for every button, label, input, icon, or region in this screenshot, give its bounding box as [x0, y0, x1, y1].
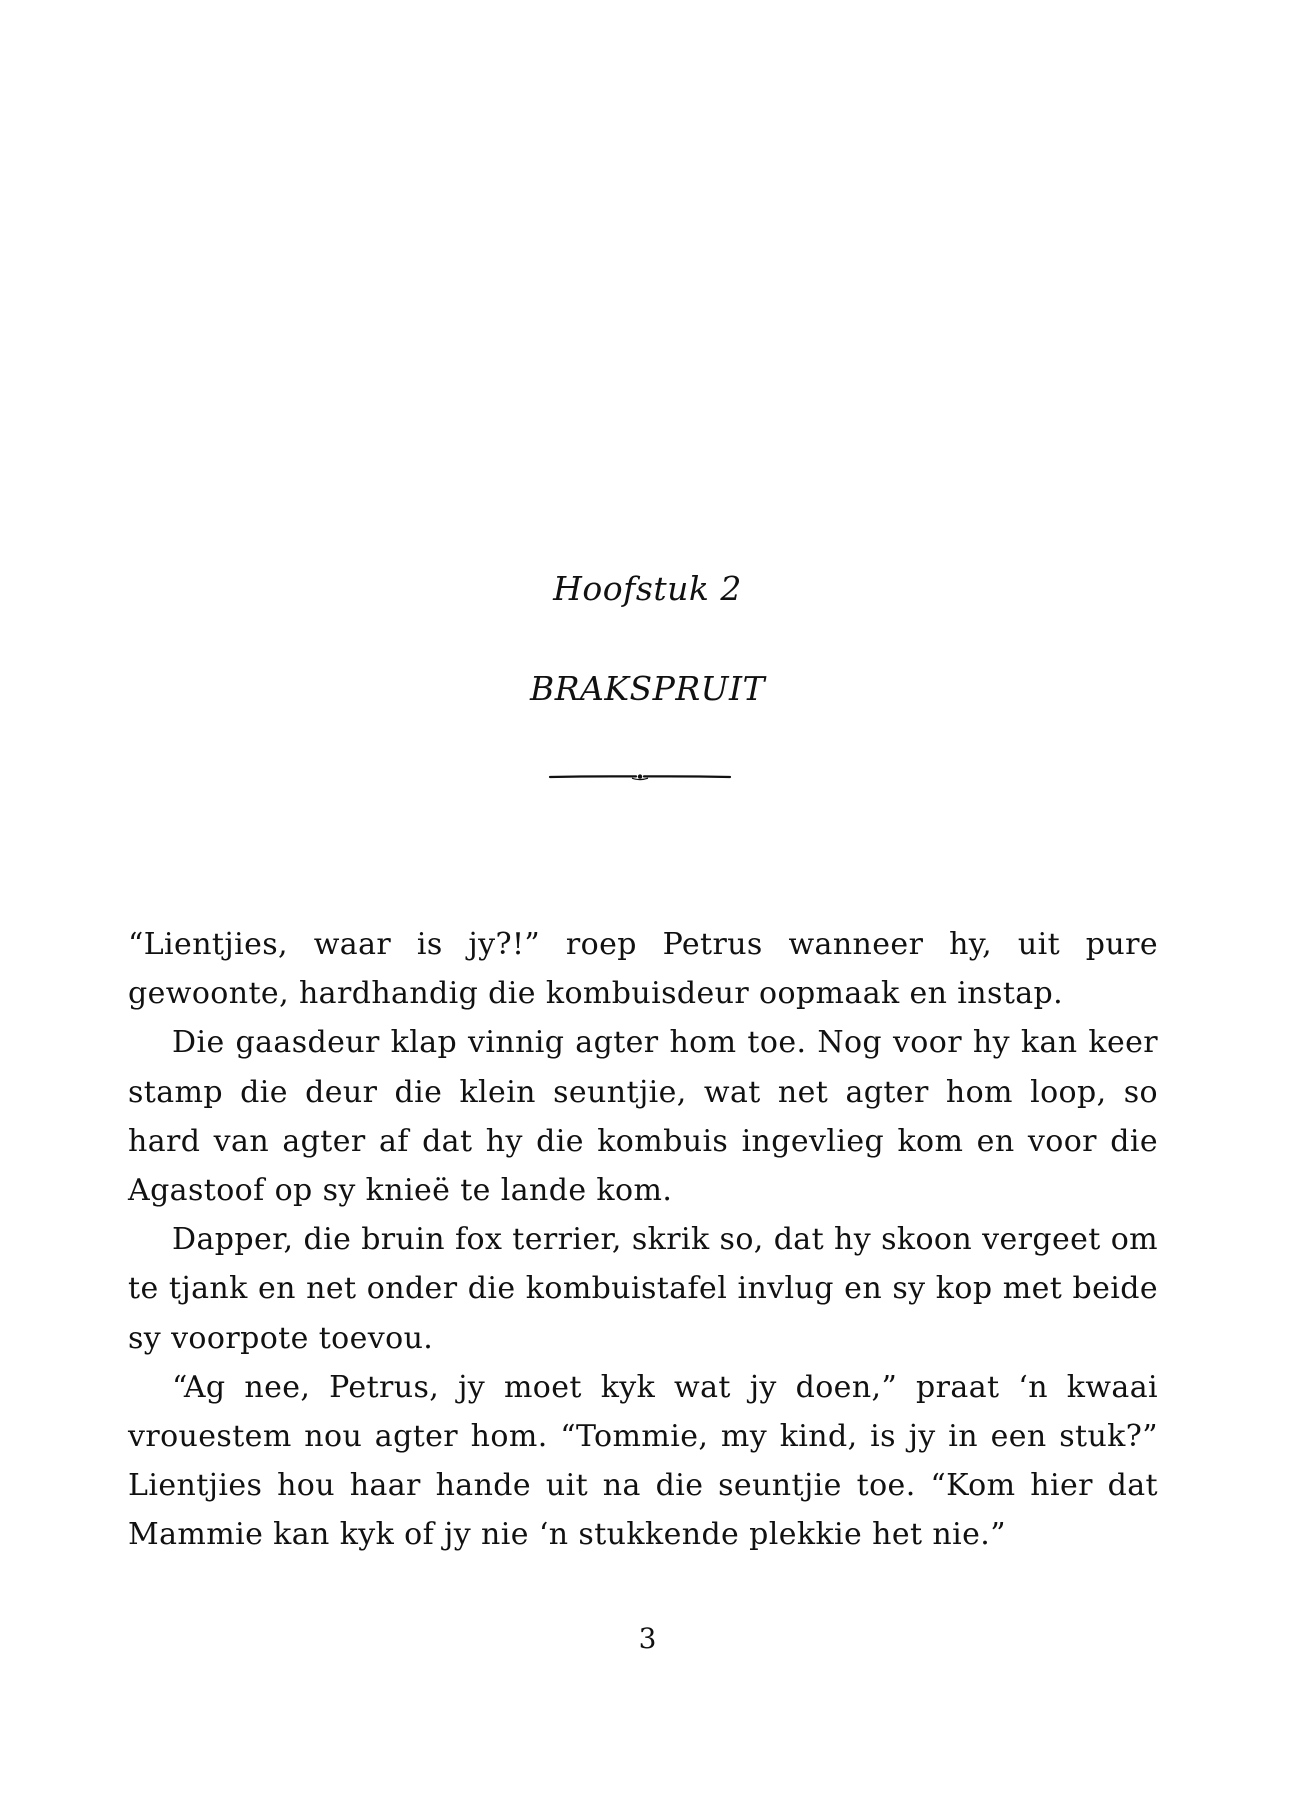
divider-flourish-icon [548, 770, 732, 784]
paragraph-3: Dapper, die bruin fox terrier, skrik so, dat hy skoon vergeet om te tjank en net onder die kombuistafel invlug en sy kop met beide sy voorpote toevou. [128, 1222, 1158, 1356]
page-number: 3 [638, 1622, 657, 1655]
chapter-title: BRAKSPRUIT [529, 669, 766, 708]
chapter-label: Hoofstuk 2 [553, 569, 742, 608]
paragraph-1: “Lientjies, waar is jy?!” roep Petrus wanneer hy, uit pure gewoonte, hardhandig die kombuisdeur oopmaak en instap. [128, 927, 1158, 1012]
paragraph-2: Die gaasdeur klap vinnig agter hom toe. Nog voor hy kan keer stamp die deur die klein seuntjie, wat net agter hom loop, so hard van agter af dat hy die kombuis ingevlieg kom en voor die Agastoof op sy knieë te lande kom. [128, 1025, 1158, 1209]
chapter-body [128, 920, 1158, 1560]
paragraph-4: “Ag nee, Petrus, jy moet kyk wat jy doen,” praat ‘n kwaai vrouestem nou agter hom. “Tommie, my kind, is jy in een stuk?” Lientjies hou haar hande uit na die seuntjie toe. “Kom hier dat Mammie kan kyk of jy nie ‘n stukkende plekkie het nie.” [128, 1369, 1158, 1553]
